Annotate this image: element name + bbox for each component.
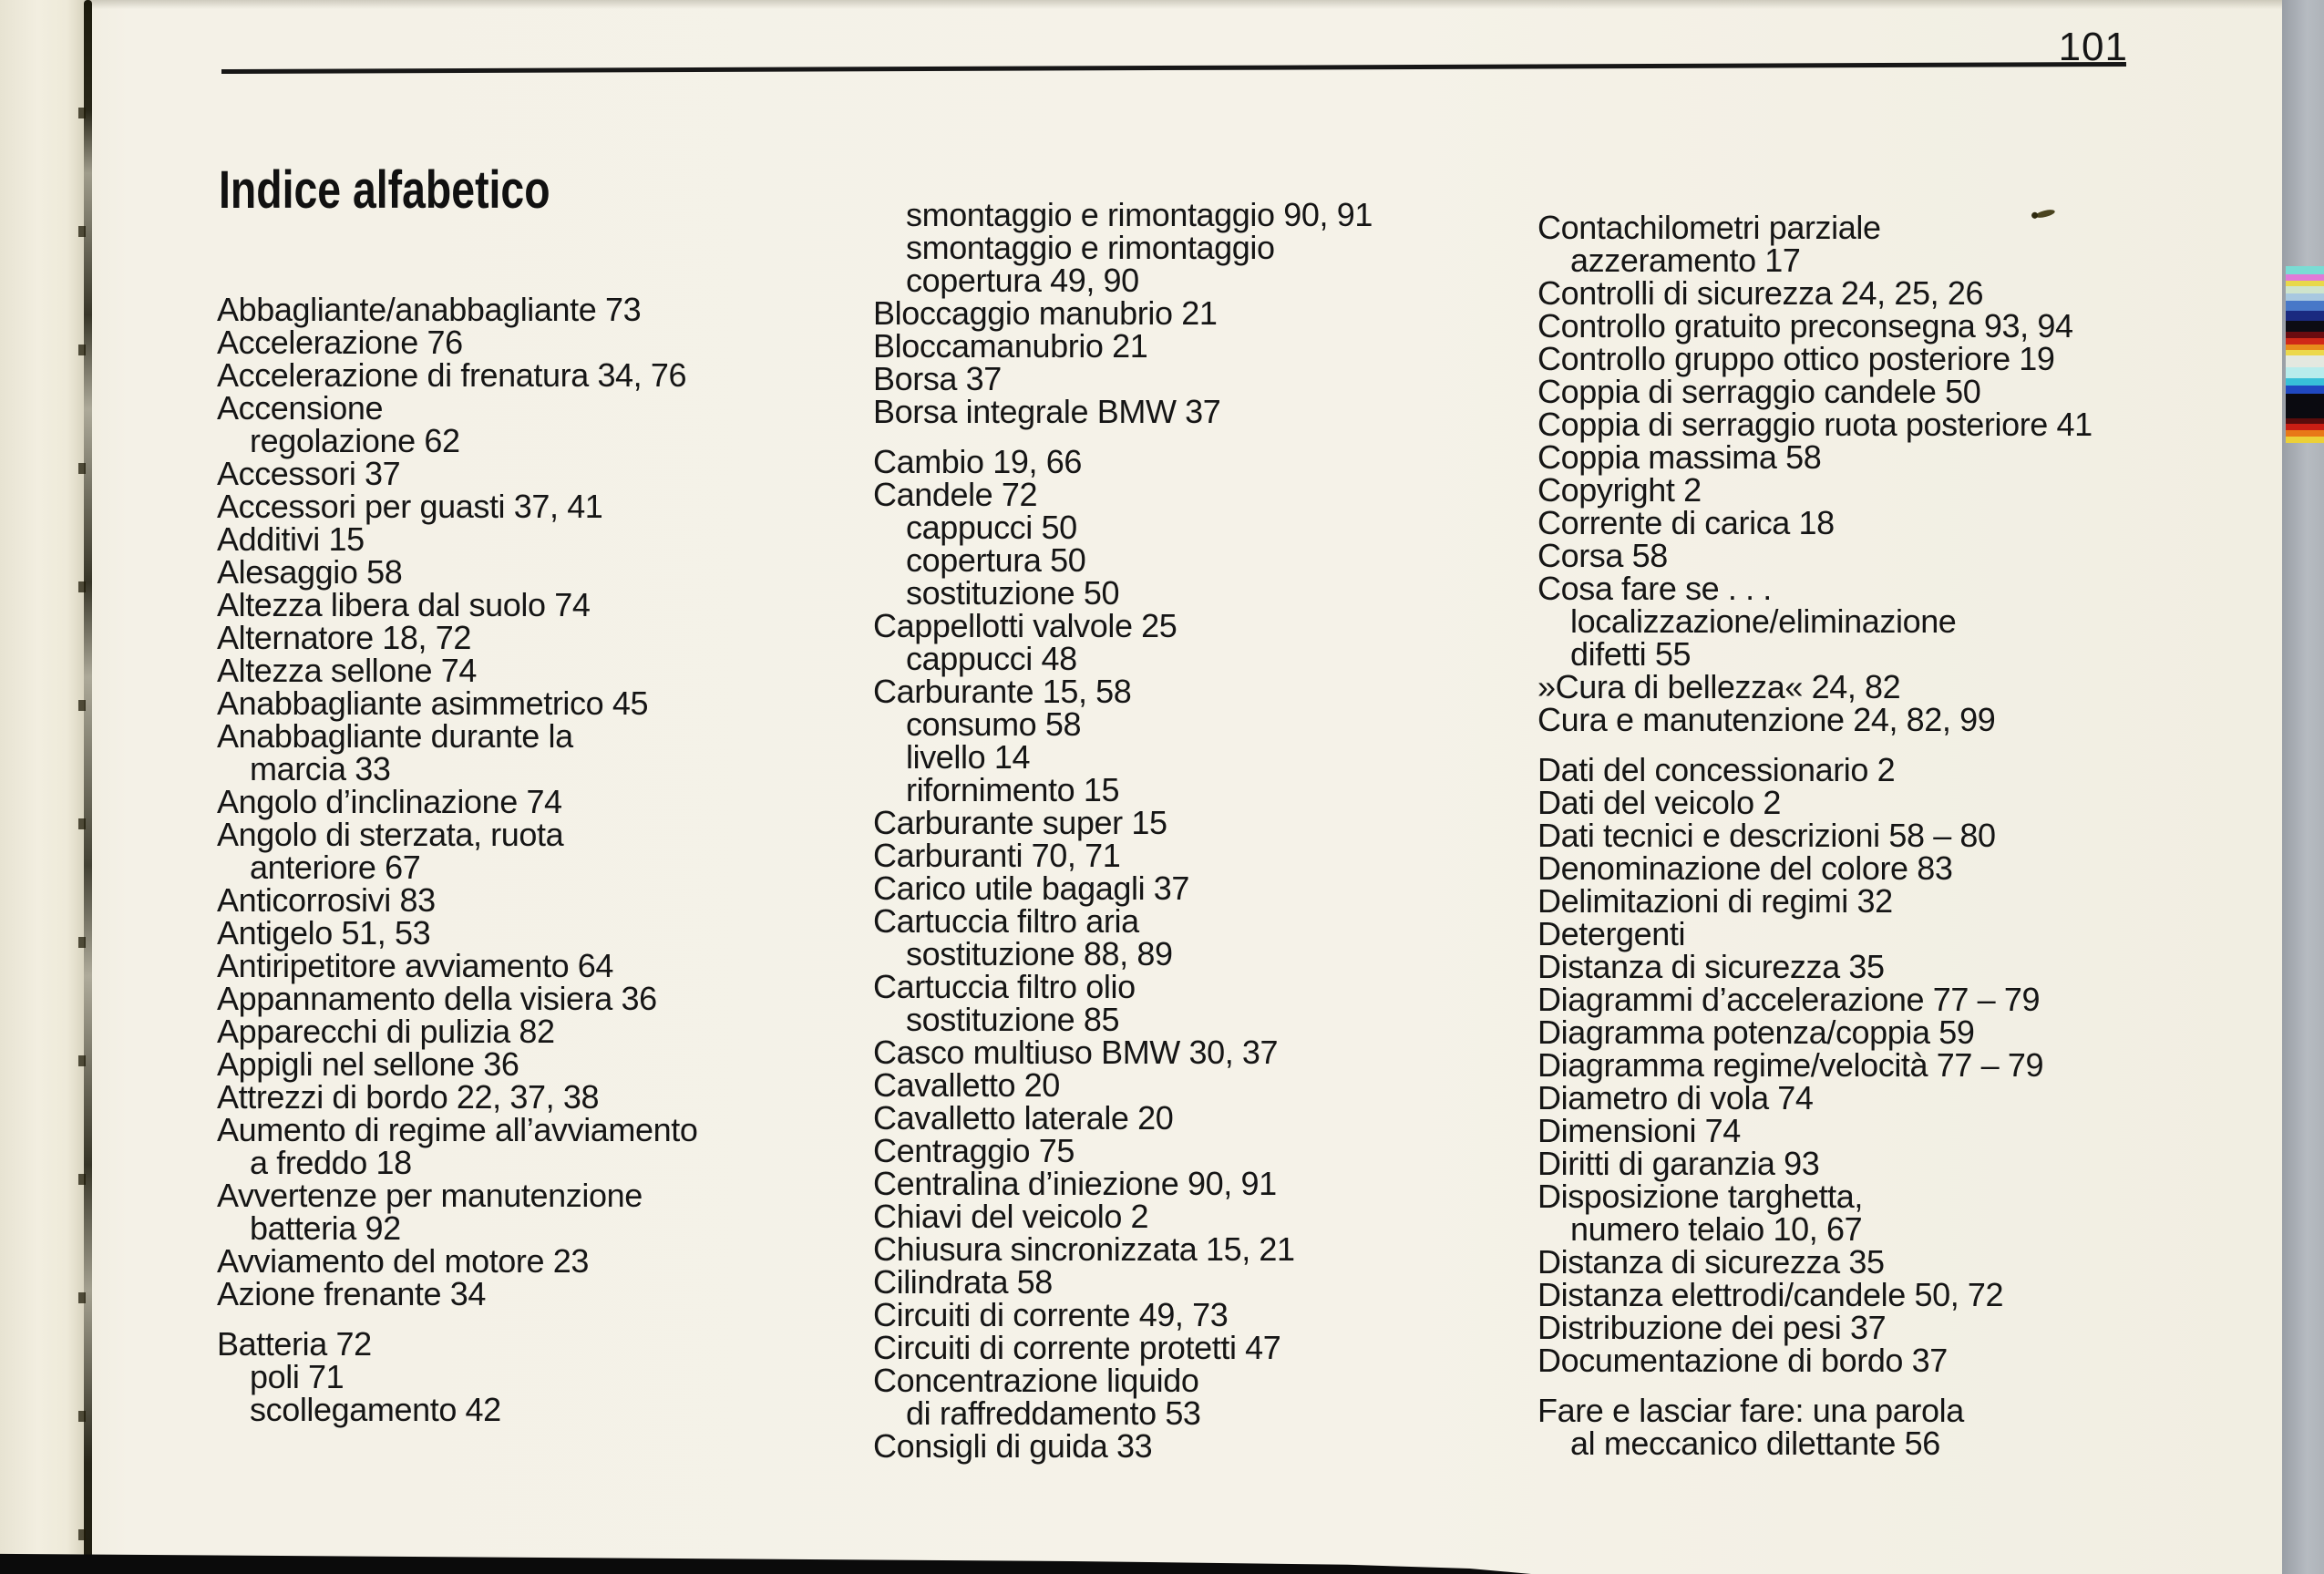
index-entry: Diametro di vola 74 [1537, 1079, 1814, 1116]
color-bar [2286, 394, 2324, 418]
index-group [217, 293, 697, 1311]
index-entry: Dati del concessionario 2 [1537, 751, 1896, 788]
index-entry: Coppia di serraggio ruota posteriore 41 [1537, 406, 2093, 443]
color-bar [2286, 430, 2324, 437]
index-entry: Cavalletto laterale 20 [873, 1099, 1174, 1137]
index-entry: Accessori 37 [217, 455, 401, 492]
index-entry: Chiavi del veicolo 2 [873, 1198, 1149, 1235]
index-entry: anteriore 67 [250, 849, 421, 886]
index-entry: al meccanico dilettante 56 [1570, 1425, 1940, 1462]
index-entry: Cappellotti valvole 25 [873, 607, 1177, 644]
index-group [873, 443, 1373, 1465]
index-entry: Avviamento del motore 23 [217, 1242, 589, 1280]
index-entry: Distanza elettrodi/candele 50, 72 [1537, 1276, 2004, 1313]
index-entry: Diagramma regime/velocità 77 – 79 [1537, 1046, 2044, 1084]
index-entry: Copyright 2 [1537, 471, 1702, 509]
index-entry: Antiripetitore avviamento 64 [217, 947, 614, 984]
index-entry: Cura e manutenzione 24, 82, 99 [1537, 701, 1996, 738]
color-calibration-bars [2286, 266, 2324, 443]
color-bar [2286, 286, 2324, 293]
index-entry: azzeramento 17 [1570, 242, 1801, 279]
index-column-2 [873, 196, 1373, 1465]
index-entry: Circuiti di corrente protetti 47 [873, 1329, 1281, 1366]
color-bar [2286, 338, 2324, 345]
index-entry: marcia 33 [250, 750, 391, 787]
index-entry: Accelerazione 76 [217, 324, 463, 361]
index-entry: Denominazione del colore 83 [1537, 849, 1953, 887]
index-entry: Alesaggio 58 [217, 553, 403, 591]
index-entry: Appigli nel sellone 36 [217, 1045, 519, 1083]
index-entry: Dati tecnici e descrizioni 58 – 80 [1537, 817, 1996, 854]
color-bar [2286, 332, 2324, 338]
index-entry: Anticorrosivi 83 [217, 881, 436, 919]
index-entry: Distanza di sicurezza 35 [1537, 1243, 1885, 1281]
adjacent-page-edge [0, 0, 84, 1574]
color-bar [2286, 274, 2324, 281]
index-entry: Cartuccia filtro aria [873, 902, 1139, 940]
index-entry: Controllo gratuito preconsegna 93, 94 [1537, 307, 2073, 345]
index-group [217, 1325, 697, 1428]
color-bar [2286, 386, 2324, 394]
index-entry: Delimitazioni di regimi 32 [1537, 882, 1893, 920]
index-entry: Concentrazione liquido [873, 1362, 1199, 1399]
index-entry: Borsa 37 [873, 360, 1002, 397]
index-entry: Cambio 19, 66 [873, 443, 1082, 480]
index-entry: Carburanti 70, 71 [873, 837, 1121, 874]
index-entry: Antigelo 51, 53 [217, 914, 431, 952]
index-entry: rifornimento 15 [906, 771, 1120, 808]
index-entry: consumo 58 [906, 705, 1082, 743]
index-entry: poli 71 [250, 1358, 344, 1395]
index-group [1537, 1394, 2093, 1460]
index-column-1 [217, 293, 697, 1426]
index-entry: regolazione 62 [250, 422, 460, 459]
index-entry: cappucci 50 [906, 509, 1077, 546]
index-entry: Additivi 15 [217, 520, 365, 558]
index-entry: Corsa 58 [1537, 537, 1668, 574]
index-entry: Centraggio 75 [873, 1132, 1075, 1169]
index-entry: batteria 92 [250, 1209, 401, 1247]
index-entry: difetti 55 [1570, 635, 1692, 673]
index-entry: Disposizione targhetta, [1537, 1178, 1864, 1215]
index-entry: Corrente di carica 18 [1537, 504, 1835, 541]
color-bar [2286, 311, 2324, 321]
color-bar [2286, 355, 2324, 367]
index-entry: Alternatore 18, 72 [217, 619, 471, 656]
index-entry: sostituzione 85 [906, 1001, 1120, 1038]
page-title: Indice alfabetico [219, 160, 550, 220]
index-entry: Appannamento della visiera 36 [217, 980, 657, 1017]
index-entry: Controllo gruppo ottico posteriore 19 [1537, 340, 2055, 377]
index-entry: Coppia di serraggio candele 50 [1537, 373, 1981, 410]
index-entry: Contachilometri parziale [1537, 209, 1881, 246]
color-bar [2286, 293, 2324, 301]
index-entry: di raffreddamento 53 [906, 1394, 1201, 1432]
index-entry: Bloccamanubrio 21 [873, 327, 1148, 365]
color-bar [2286, 437, 2324, 443]
color-bar [2286, 301, 2324, 311]
index-entry: Cartuccia filtro olio [873, 968, 1136, 1005]
index-entry: Cilindrata 58 [873, 1263, 1053, 1301]
index-entry: Anabbagliante asimmetrico 45 [217, 684, 649, 722]
binding-seam [84, 0, 92, 1574]
index-entry: copertura 50 [906, 541, 1086, 579]
index-entry: Diagrammi d’accelerazione 77 – 79 [1537, 981, 2041, 1018]
page-number: 101 [2058, 25, 2128, 69]
index-column-3 [1537, 211, 2093, 1460]
index-entry: Borsa integrale BMW 37 [873, 393, 1221, 430]
index-entry: Casco multiuso BMW 30, 37 [873, 1034, 1279, 1071]
index-entry: Cosa fare se . . . [1537, 570, 1772, 607]
index-entry: livello 14 [906, 738, 1031, 776]
index-entry: Accelerazione di frenatura 34, 76 [217, 356, 687, 394]
index-entry: Chiusura sincronizzata 15, 21 [873, 1230, 1295, 1268]
index-entry: Angolo d’inclinazione 74 [217, 783, 562, 820]
index-entry: Centralina d’iniezione 90, 91 [873, 1165, 1277, 1202]
index-entry: Fare e lasciar fare: una parola [1537, 1392, 1964, 1429]
index-entry: sostituzione 88, 89 [906, 935, 1173, 972]
index-group [1537, 211, 2093, 736]
index-entry: Consigli di guida 33 [873, 1427, 1153, 1465]
index-entry: Abbagliante/anabbagliante 73 [217, 291, 642, 328]
index-entry: Diagramma potenza/coppia 59 [1537, 1013, 1975, 1051]
index-entry: numero telaio 10, 67 [1570, 1210, 1863, 1248]
index-group [873, 196, 1373, 430]
index-entry: smontaggio e rimontaggio [906, 229, 1275, 266]
index-entry: Carburante 15, 58 [873, 673, 1132, 710]
index-entry: Apparecchi di pulizia 82 [217, 1013, 555, 1050]
index-entry: a freddo 18 [250, 1144, 412, 1181]
index-entry: cappucci 48 [906, 640, 1077, 677]
index-entry: Azione frenante 34 [217, 1275, 487, 1312]
index-entry: localizzazione/eliminazione [1570, 602, 1957, 640]
index-entry: Accensione [217, 389, 384, 427]
index-entry: Attrezzi di bordo 22, 37, 38 [217, 1078, 600, 1116]
index-entry: Circuiti di corrente 49, 73 [873, 1296, 1229, 1333]
index-entry: Avvertenze per manutenzione [217, 1177, 643, 1214]
index-entry: Detergenti [1537, 915, 1686, 952]
color-bar [2286, 424, 2324, 430]
index-entry: Bloccaggio manubrio 21 [873, 294, 1218, 332]
index-entry: Distanza di sicurezza 35 [1537, 948, 1885, 985]
header-rule [221, 62, 2126, 74]
color-bar [2286, 378, 2324, 386]
index-entry: copertura 49, 90 [906, 262, 1139, 299]
index-entry: Cavalletto 20 [873, 1066, 1060, 1104]
index-entry: scollegamento 42 [250, 1391, 501, 1428]
index-entry: Anabbagliante durante la [217, 717, 573, 755]
index-entry: Dimensioni 74 [1537, 1112, 1741, 1149]
index-entry: Documentazione di bordo 37 [1537, 1342, 1948, 1379]
index-entry: Altezza libera dal suolo 74 [217, 586, 591, 623]
index-entry: Accessori per guasti 37, 41 [217, 488, 603, 525]
index-entry: Altezza sellone 74 [217, 652, 477, 689]
index-entry: Angolo di sterzata, ruota [217, 816, 564, 853]
color-bar [2286, 266, 2324, 274]
index-entry: Batteria 72 [217, 1325, 372, 1363]
index-entry: Dati del veicolo 2 [1537, 784, 1781, 821]
index-entry: »Cura di bellezza« 24, 82 [1537, 668, 1901, 705]
index-entry: Controlli di sicurezza 24, 25, 26 [1537, 274, 1984, 312]
color-bar [2286, 321, 2324, 332]
scanner-edge [2282, 0, 2324, 1574]
color-bar [2286, 367, 2324, 378]
index-entry: Carico utile bagagli 37 [873, 869, 1190, 907]
index-group [1537, 751, 2093, 1379]
index-entry: Coppia massima 58 [1537, 438, 1822, 476]
index-entry: Diritti di garanzia 93 [1537, 1145, 1820, 1182]
index-entry: Carburante super 15 [873, 804, 1167, 841]
index-entry: smontaggio e rimontaggio 90, 91 [906, 196, 1373, 233]
index-entry: Aumento di regime all’avviamento [217, 1111, 698, 1148]
index-entry: Distribuzione dei pesi 37 [1537, 1309, 1887, 1346]
index-entry: sostituzione 50 [906, 574, 1120, 612]
index-entry: Candele 72 [873, 476, 1038, 513]
